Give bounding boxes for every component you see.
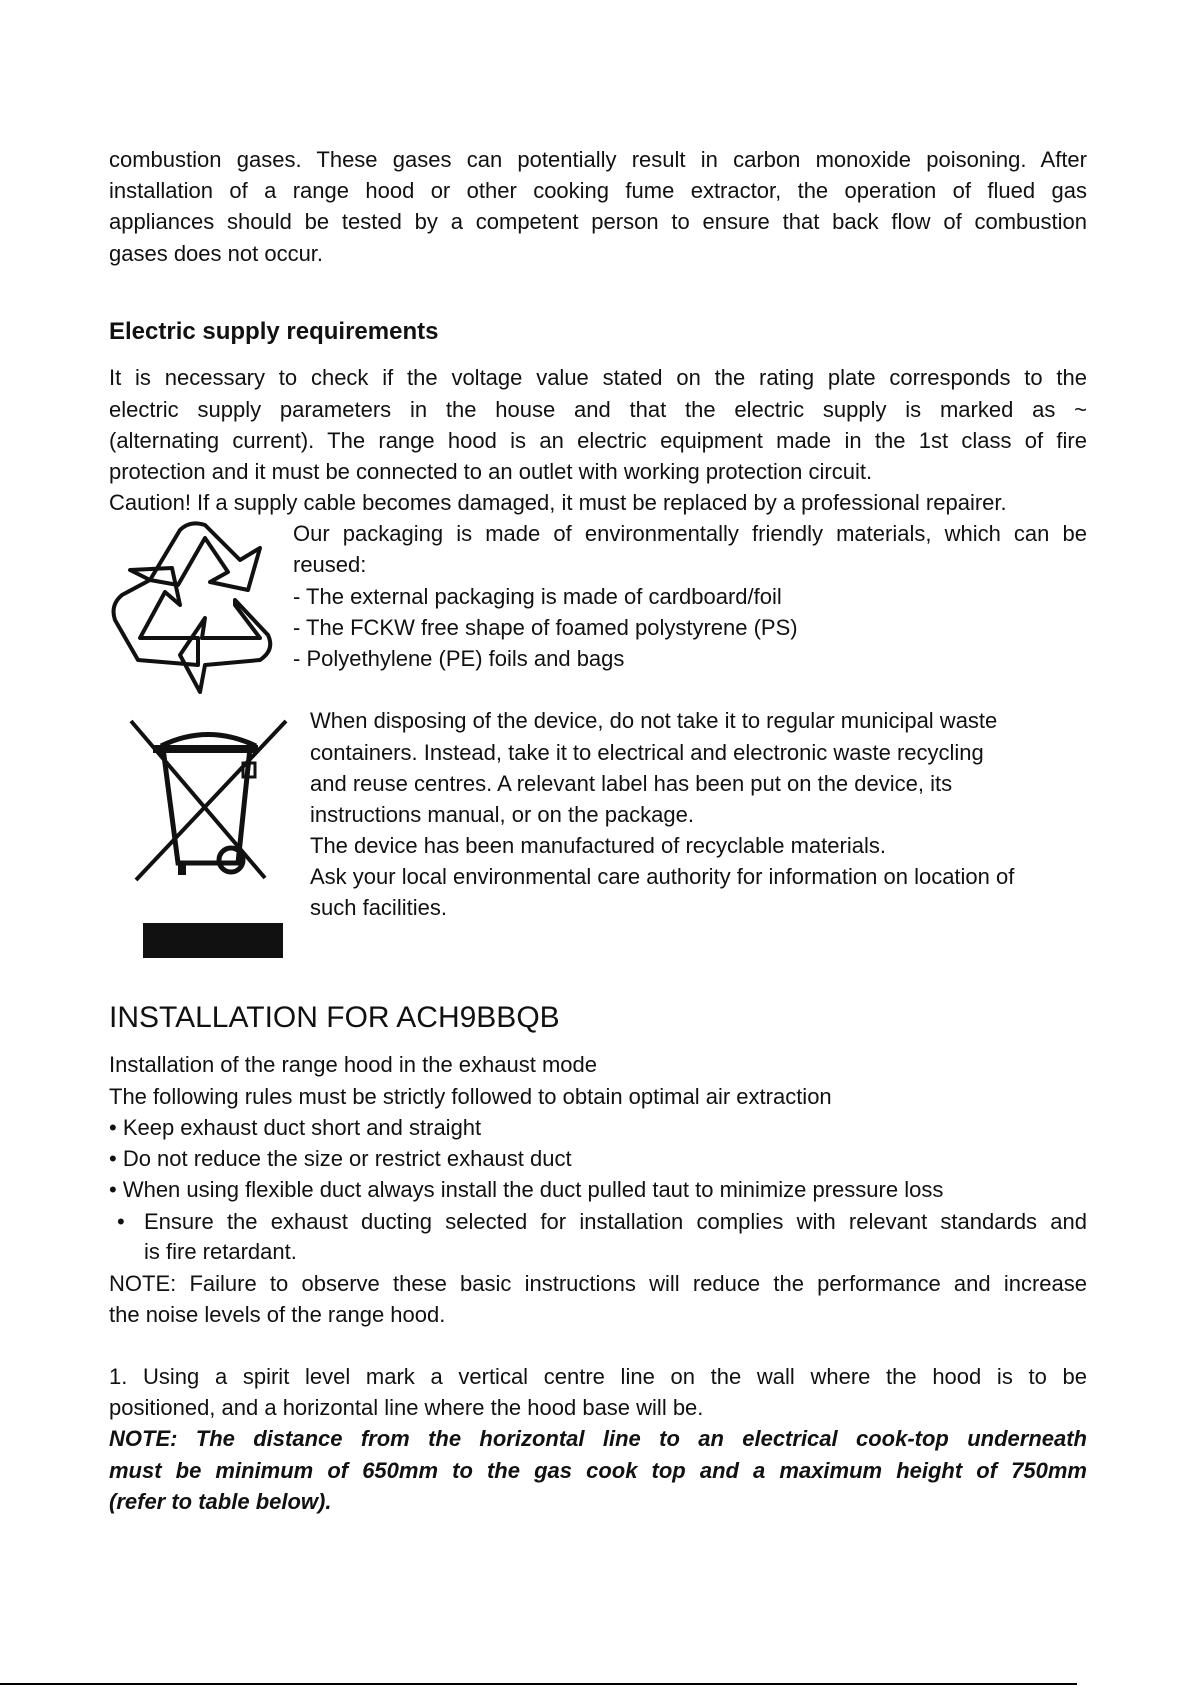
crossed-out-bin-icon xyxy=(128,718,293,890)
section-heading-electric: Electric supply requirements xyxy=(109,318,439,345)
note-line: (refer to table below). xyxy=(109,1489,332,1514)
caution-line: Caution! If a supply cable becomes damaged, it must be replaced by a professional repairer. xyxy=(109,490,1007,515)
text-line: such facilities. xyxy=(310,895,447,920)
list-item: • When using flexible duct always install the duct pulled taut to minimize pressure loss xyxy=(109,1177,944,1202)
text-line: gases does not occur. xyxy=(109,241,324,266)
text-line: (alternating current). The range hood is an electric equipment made in the 1st class of fire xyxy=(109,428,1087,453)
list-item: - The external packaging is made of cardboard/foil xyxy=(293,584,782,609)
text-line: Ask your local environmental care authority for information on location of xyxy=(310,864,1015,889)
note-line: must be minimum of 650mm to the gas cook top and a maximum height of 750mm xyxy=(109,1458,1087,1483)
text-line: appliances should be tested by a competent person to ensure that back flow of combustion xyxy=(109,209,1087,234)
list-item: - Polyethylene (PE) foils and bags xyxy=(293,646,625,671)
note-line: NOTE: Failure to observe these basic instructions will reduce the performance and increase xyxy=(109,1271,1087,1296)
text-line: is fire retardant. xyxy=(144,1239,297,1264)
text-line: electric supply parameters in the house and that the electric supply is marked as ~ xyxy=(109,397,1087,422)
list-item: Ensure the exhaust ducting selected for installation complies with relevant standards and xyxy=(144,1209,1087,1234)
text-line: instructions manual, or on the package. xyxy=(310,802,695,827)
text-line: The device has been manufactured of recyclable materials. xyxy=(310,833,886,858)
text-line: reused: xyxy=(293,552,367,577)
black-bar-mark xyxy=(143,923,283,958)
text-line: The following rules must be strictly followed to obtain optimal air extraction xyxy=(109,1084,832,1109)
text-line: protection and it must be connected to an outlet with working protection circuit. xyxy=(109,459,873,484)
list-item: • Do not reduce the size or restrict exhaust duct xyxy=(109,1146,572,1171)
text-line: When disposing of the device, do not take it to regular municipal waste xyxy=(310,708,998,733)
text-line: 1. Using a spirit level mark a vertical centre line on the wall where the hood is to be xyxy=(109,1364,1087,1389)
text-line: positioned, and a horizontal line where the hood base will be. xyxy=(109,1395,704,1420)
text-line: It is necessary to check if the voltage value stated on the rating plate corresponds to the xyxy=(109,365,1087,390)
text-line: and reuse centres. A relevant label has been put on the device, its xyxy=(310,771,953,796)
text-line: combustion gases. These gases can potentially result in carbon monoxide poisoning. After xyxy=(109,147,1087,172)
list-item: - The FCKW free shape of foamed polystyrene (PS) xyxy=(293,615,798,640)
text-line: containers. Instead, take it to electrical and electronic waste recycling xyxy=(310,740,984,765)
list-item: • Keep exhaust duct short and straight xyxy=(109,1115,482,1140)
text-line: Our packaging is made of environmentally friendly materials, which can be xyxy=(293,521,1087,546)
note-line: NOTE: The distance from the horizontal line to an electrical cook-top underneath xyxy=(109,1426,1087,1451)
section-heading-installation: INSTALLATION FOR ACH9BBQB xyxy=(109,1001,560,1034)
recycle-icon xyxy=(110,520,278,696)
bullet-marker: • xyxy=(117,1209,125,1234)
text-line: Installation of the range hood in the exhaust mode xyxy=(109,1052,598,1077)
note-line: the noise levels of the range hood. xyxy=(109,1302,446,1327)
text-line: installation of a range hood or other cooking fume extractor, the operation of flued gas xyxy=(109,178,1087,203)
